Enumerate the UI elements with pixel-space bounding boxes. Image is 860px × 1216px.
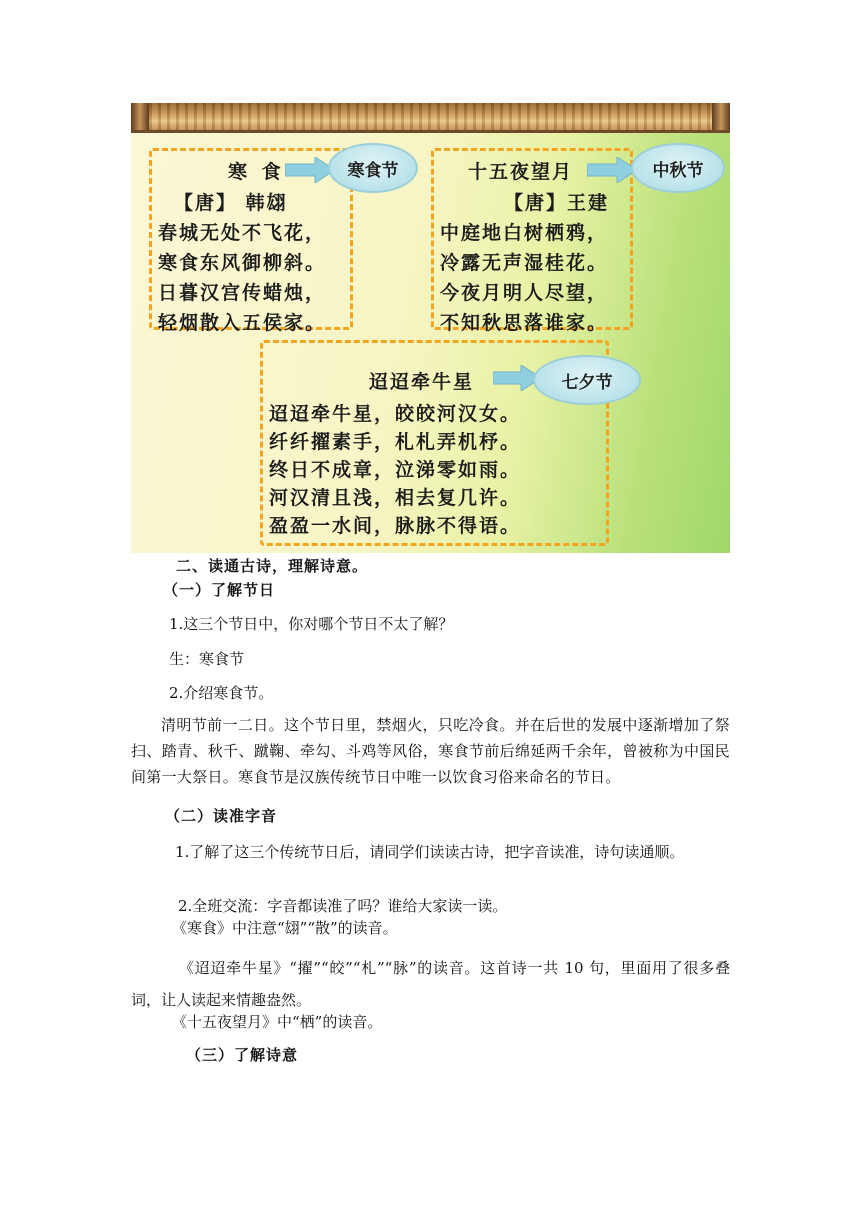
- poem-title: 寒 食: [228, 161, 285, 183]
- poem-line: 迢迢牵牛星，皎皎河汉女。: [269, 403, 522, 425]
- festival-intro-paragraph: 清明节前一二日。这个节日里，禁烟火，只吃冷食。并在后世的发展中逐渐增加了祭扫、踏青、秋千、蹴鞠、牵勾、斗鸡等风俗，寒食节前后绵延两千余年，曾被称为中国民间第一大祭日。寒食节是汉族传统节日中唯一以饮食习俗来命名的节日。: [131, 716, 730, 786]
- poem-title: 迢迢牵牛星: [369, 371, 475, 393]
- poem-line: 河汉清且浅，相去复几许。: [269, 487, 522, 509]
- student-answer: 生：寒食节: [169, 650, 245, 668]
- poem-line: 轻烟散入五侯家。: [158, 312, 327, 334]
- poem-line: 纤纤擢素手，札札弄机杼。: [269, 431, 522, 453]
- scroll-roller-right: [712, 103, 730, 133]
- poem-line: 春城无处不飞花，: [158, 222, 327, 244]
- scroll-decoration: [131, 103, 730, 133]
- section-heading: 二、读通古诗，理解诗意。: [176, 557, 369, 575]
- question: 1.这三个节日中，你对哪个节日不太了解？: [169, 615, 454, 633]
- poem-line: 日暮汉宫传蜡烛，: [158, 282, 327, 304]
- pronunciation-note: 《十五夜望月》中“栖”的读音。: [172, 1013, 383, 1031]
- pronunciation-note: 《寒食》中注意“翃”“散”的读音。: [172, 919, 398, 937]
- poem-author: 【唐】 韩翃: [174, 192, 288, 214]
- poem-author: 【唐】王建: [504, 192, 610, 214]
- subsection-heading: （一）了解节日: [163, 581, 276, 599]
- pronunciation-note-paragraph: 《迢迢牵牛星》“擢”“皎”“札”“脉”的读音。这首诗一共 10 句，里面用了很多叠词，让人读起来情趣盎然。: [131, 959, 730, 1009]
- poem-line: 盈盈一水间，脉脉不得语。: [269, 515, 522, 537]
- festival-bubble-zhongqiu: 中秋节: [631, 143, 725, 193]
- subsection-heading: （二）读准字音: [165, 807, 278, 825]
- step-paragraph: 1.了解了这三个传统节日后，请同学们读读古诗，把字音读准，诗句读通顺。: [175, 843, 685, 861]
- arrow-right-icon: [587, 157, 637, 183]
- poem-line: 寒食东风御柳斜。: [158, 252, 327, 274]
- poem-line: 今夜月明人尽望，: [440, 282, 609, 304]
- poem-line: 冷露无声湿桂花。: [440, 252, 609, 274]
- step-line: 2.全班交流：字音都读准了吗？谁给大家读一读。: [178, 897, 508, 915]
- subsection-heading: （三）了解诗意: [186, 1046, 299, 1064]
- poem-slide-image: [131, 103, 730, 553]
- scroll-roller-left: [131, 103, 149, 133]
- festival-bubble-hanshi: 寒食节: [328, 143, 418, 193]
- poem-line: 中庭地白树栖鸦，: [440, 222, 609, 244]
- poem-line: 不知秋思落谁家。: [440, 312, 609, 334]
- poem-title: 十五夜望月: [468, 161, 574, 183]
- festival-bubble-qixi: 七夕节: [533, 355, 641, 405]
- poem-line: 终日不成章，泣涕零如雨。: [269, 459, 522, 481]
- question: 2.介绍寒食节。: [169, 684, 274, 702]
